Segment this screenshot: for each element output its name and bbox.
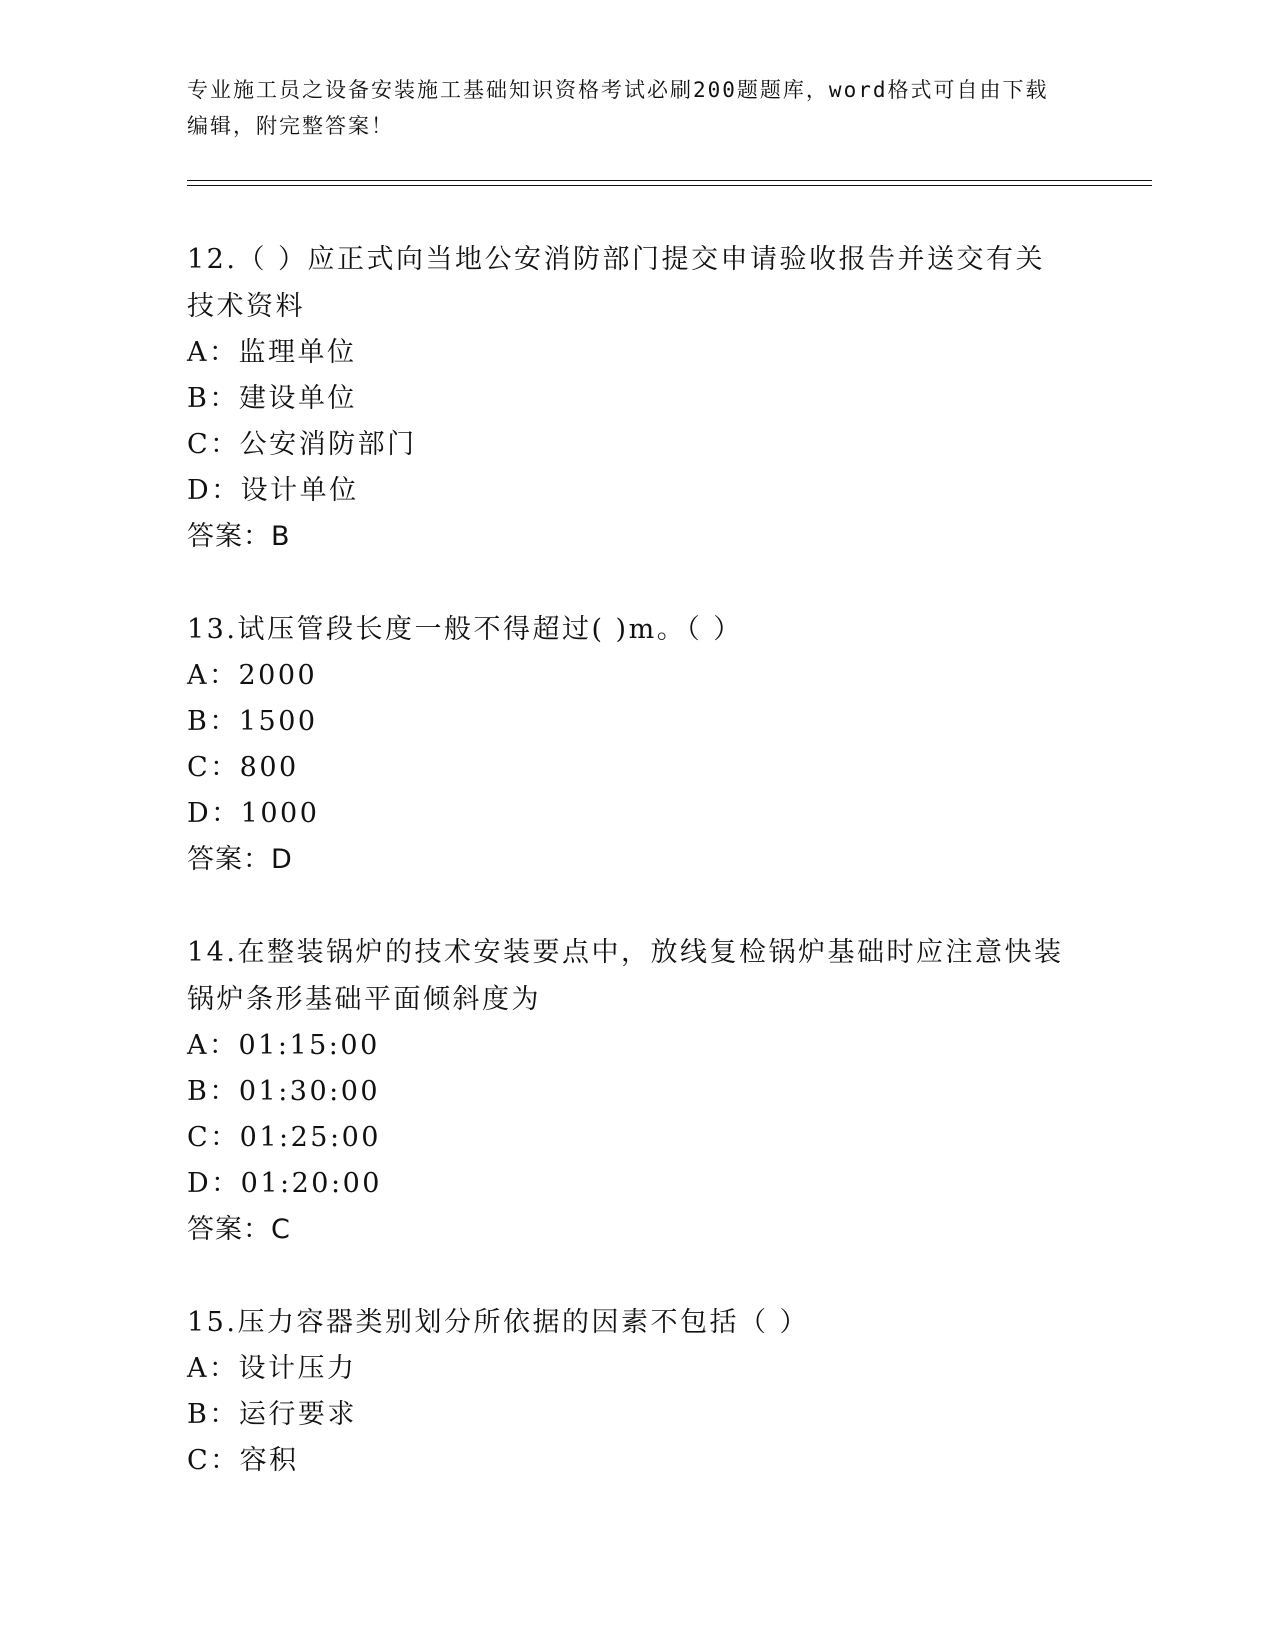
question-stem: 15.压力容器类别划分所依据的因素不包括（ ） [187,1307,810,1338]
question-stem: 14.在整装锅炉的技术安装要点中，放线复检锅炉基础时应注意快装锅炉条形基础平面倾斜度为 [187,937,1064,1015]
option-text: 监理单位 [238,337,357,368]
question-15 [187,1299,1152,1484]
option-d [187,791,1152,837]
option-text: 公安消防部门 [239,429,417,460]
option-text: 2000 [238,660,318,691]
answer-line: 答案：D [187,844,293,875]
option-text: 1000 [240,798,320,829]
option-text: 01:20:00 [240,1168,382,1199]
answer-line: 答案：C [187,1214,291,1245]
option-label: B： [187,1076,239,1107]
option-label: A： [187,1030,239,1061]
option-text: 1500 [238,706,318,737]
option-text: 容积 [239,1445,299,1476]
question-stem: 13.试压管段长度一般不得超过( )m。（ ） [187,614,743,645]
option-label: A： [187,1353,239,1384]
option-b [187,376,1152,422]
header-double-rule [187,180,1152,186]
option-c [187,1115,1152,1161]
question-stem: 12.（ ）应正式向当地公安消防部门提交申请验收报告并送交有关技术资料 [187,244,1046,322]
question-12 [187,236,1152,560]
option-a [187,653,1152,699]
option-text: 01:15:00 [238,1030,380,1061]
option-label: B： [187,706,239,737]
option-d [187,1161,1152,1207]
option-b [187,1069,1152,1115]
option-label: A： [187,660,239,691]
option-text: 01:25:00 [239,1122,381,1153]
option-label: A： [187,337,239,368]
option-label: D： [187,798,241,829]
option-d [187,468,1152,514]
option-text: 800 [239,752,299,783]
option-c [187,422,1152,468]
question-14 [187,929,1152,1253]
option-label: C： [187,1122,240,1153]
option-text: 设计压力 [238,1353,357,1384]
answer-line: 答案：B [187,521,291,552]
option-text: 设计单位 [240,475,359,506]
option-text: 建设单位 [238,383,357,414]
document-page [187,72,1152,1484]
option-a [187,1023,1152,1069]
option-text: 01:30:00 [238,1076,381,1107]
option-c [187,1438,1152,1484]
option-label: C： [187,1445,240,1476]
option-b [187,1392,1152,1438]
option-label: D： [187,475,241,506]
option-b [187,699,1152,745]
document-header: 专业施工员之设备安装施工基础知识资格考试必刷200题题库，word格式可自由下载编辑，附完整答案！ [187,78,1049,138]
option-label: B： [187,383,239,414]
option-c [187,745,1152,791]
option-text: 运行要求 [238,1399,357,1430]
option-label: C： [187,429,240,460]
question-13 [187,606,1152,883]
option-a [187,1346,1152,1392]
option-label: C： [187,752,240,783]
option-label: B： [187,1399,239,1430]
option-a [187,330,1152,376]
option-label: D： [187,1168,241,1199]
